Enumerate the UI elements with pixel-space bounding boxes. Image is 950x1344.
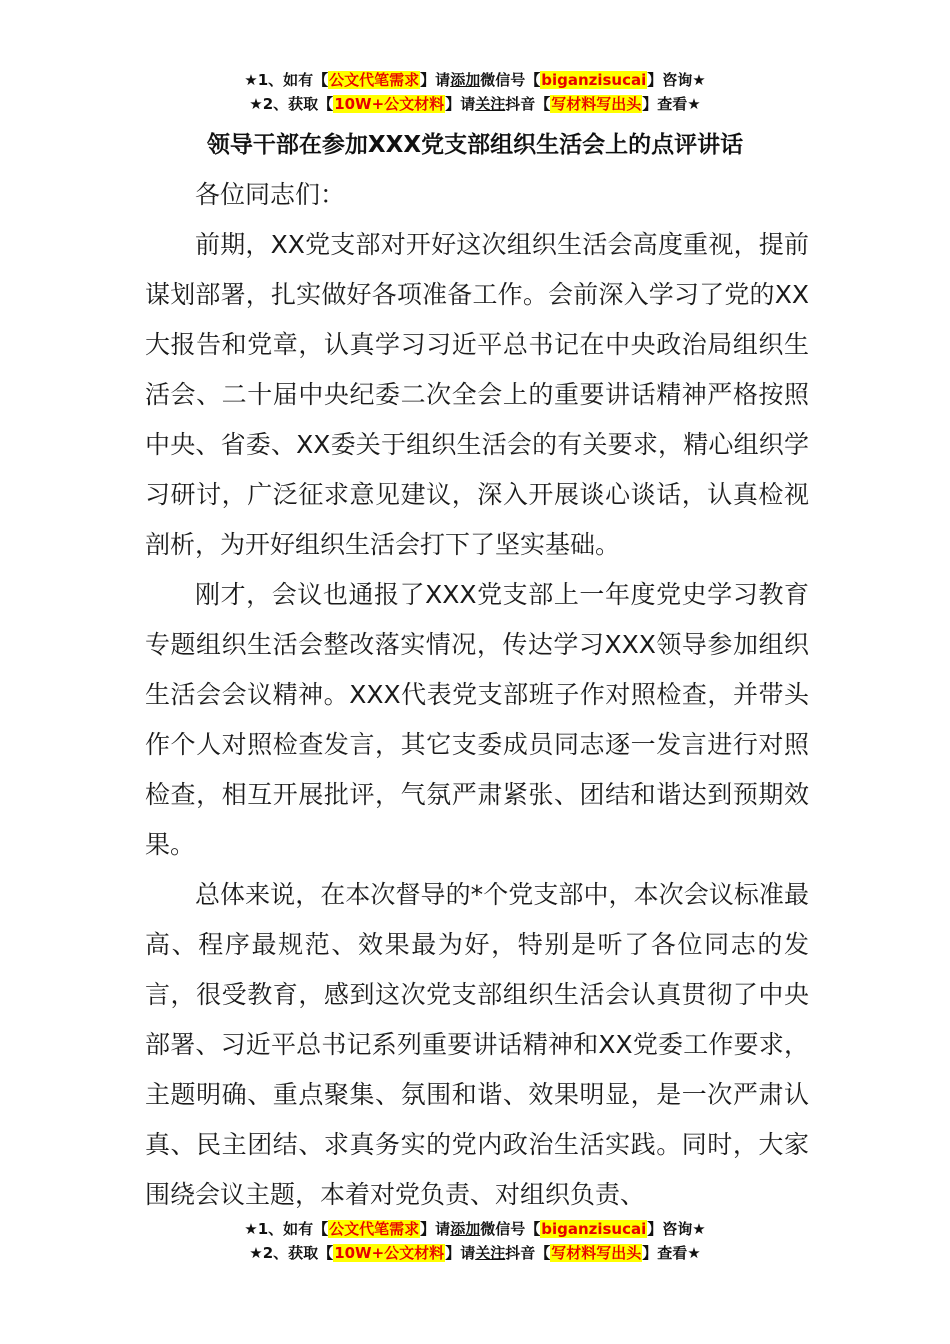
paragraph-1: 前期，XX党支部对开好这次组织生活会高度重视，提前谋划部署，扎实做好各项准备工作。会前深入学习了党的XX大报告和党章，认真学习习近平总书记在中央政治局组织生活会、二十届中央纪委二次全会上的重要讲话精神严格按照中央、省委、XX委关于组织生活会的有关要求，精心组织学习研讨，广泛征求意见建议，深入开展谈心谈话，认真检视剖析，为开好组织生活会打下了坚实基础。 — [145, 230, 809, 559]
footer-ad-1-middle-2: 微信号【 — [480, 1220, 541, 1238]
document-title: 领导干部在参加XXX党支部组织生活会上的点评讲话 — [206, 132, 744, 158]
header-ad — [0, 68, 950, 116]
footer-ad-1-highlight-service: 公文代笔需求 — [329, 1220, 420, 1238]
header-ad-1-suffix: 】咨询★ — [647, 71, 706, 89]
header-ad-1-wechat-id: biganzisucai — [541, 71, 647, 89]
header-ad-line-1 — [0, 68, 950, 92]
header-ad-1-prefix: ★1、如有【 — [244, 71, 329, 89]
header-ad-2-douyin-account: 写材料写出头 — [551, 95, 642, 113]
header-ad-2-suffix: 】查看★ — [642, 95, 701, 113]
document-body — [145, 170, 809, 1220]
footer-ad — [0, 1217, 950, 1265]
header-ad-2-highlight-materials: 10W+公文材料 — [334, 95, 445, 113]
footer-ad-1-underlined: 添加 — [450, 1220, 481, 1238]
footer-ad-2-underlined: 关注 — [475, 1244, 506, 1262]
header-ad-line-2 — [0, 92, 950, 116]
header-ad-1-middle-2: 微信号【 — [480, 71, 541, 89]
paragraph-2: 刚才，会议也通报了XXX党支部上一年度党史学习教育专题组织生活会整改落实情况，传达学习XXX领导参加组织生活会会议精神。XXX代表党支部班子作对照检查，并带头作个人对照检查发言，其它支委成员同志逐一发言进行对照检查，相互开展批评，气氛严肃紧张、团结和谐达到预期效果。 — [145, 580, 809, 859]
header-ad-1-middle: 】请 — [420, 71, 451, 89]
paragraph-3: 总体来说，在本次督导的*个党支部中，本次会议标准最高、程序最规范、效果最为好，特别是听了各位同志的发言，很受教育，感到这次党支部组织生活会认真贯彻了中央部署、习近平总书记系列重要讲话精神和XX党委工作要求，主题明确、重点聚集、氛围和谐、效果明显，是一次严肃认真、民主团结、求真务实的党内政治生活实践。同时，大家围绕会议主题，本着对党负责、对组织负责、 — [145, 880, 809, 1209]
footer-ad-line-1 — [0, 1217, 950, 1241]
header-ad-2-underlined: 关注 — [475, 95, 506, 113]
footer-ad-1-suffix: 】咨询★ — [647, 1220, 706, 1238]
footer-ad-2-middle-2: 抖音【 — [505, 1244, 551, 1262]
header-ad-1-highlight-service: 公文代笔需求 — [329, 71, 420, 89]
header-ad-1-underlined: 添加 — [450, 71, 481, 89]
header-ad-2-middle: 】请 — [445, 95, 476, 113]
footer-ad-line-2 — [0, 1241, 950, 1265]
footer-ad-2-prefix: ★2、获取【 — [249, 1244, 334, 1262]
header-ad-2-prefix: ★2、获取【 — [249, 95, 334, 113]
paragraph-greeting: 各位同志们： — [195, 180, 346, 209]
footer-ad-2-middle: 】请 — [445, 1244, 476, 1262]
footer-ad-1-prefix: ★1、如有【 — [244, 1220, 329, 1238]
footer-ad-2-highlight-materials: 10W+公文材料 — [334, 1244, 445, 1262]
footer-ad-1-wechat-id: biganzisucai — [541, 1220, 647, 1238]
header-ad-2-middle-2: 抖音【 — [505, 95, 551, 113]
footer-ad-1-middle: 】请 — [420, 1220, 451, 1238]
footer-ad-2-douyin-account: 写材料写出头 — [551, 1244, 642, 1262]
footer-ad-2-suffix: 】查看★ — [642, 1244, 701, 1262]
